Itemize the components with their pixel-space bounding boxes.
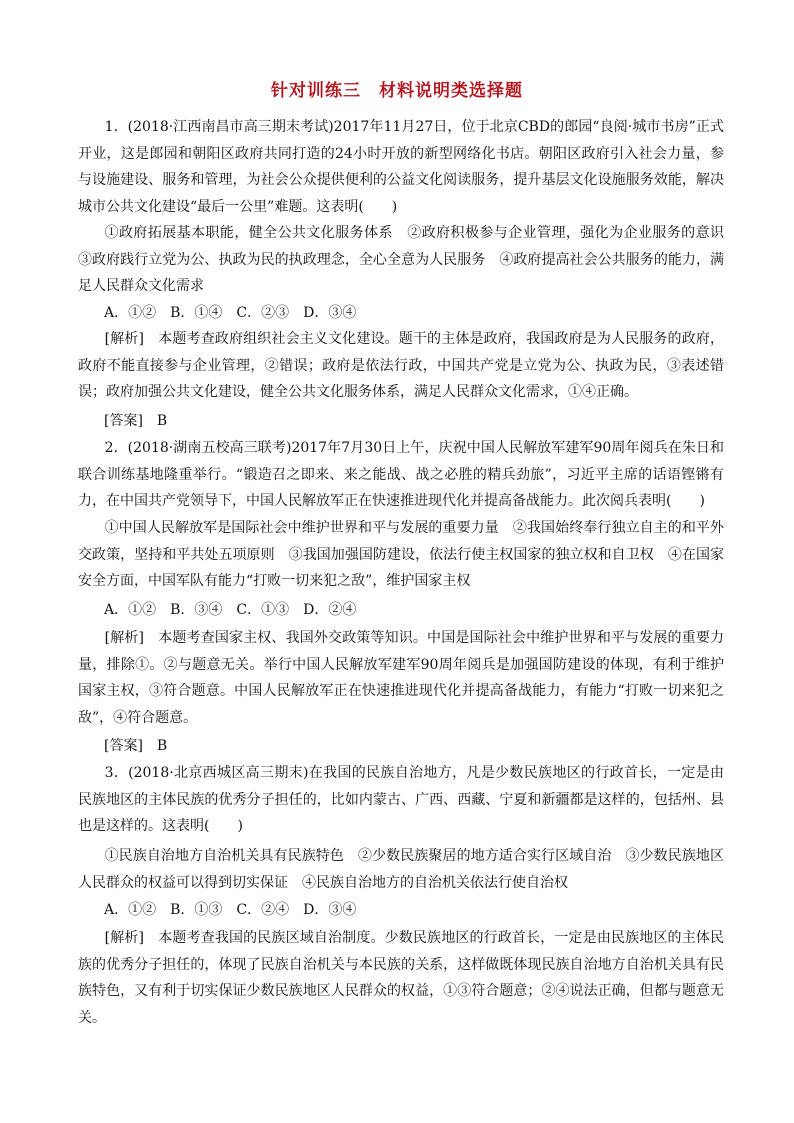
question-2-stem: 2．(2018·湖南五校高三联考)2017年7月30日上午，庆祝中国人民解放军建军90周年阅兵在朱日和联合训练基地隆重举行。“锻造召之即来、来之能战、战之必胜的精兵劲旅”，习近平主席的话语铿锵有力，在中国共产党领导下，中国人民解放军正在快速推进现代化并提高备战能力。此次阅兵表明( ) [78,440,724,510]
question-3-choices: A．①② B．①③ C．②④ D．③④ [104,902,357,918]
question-2-choices: A．①② B．③④ C．①③ D．②④ [104,602,357,618]
question-1-options: ①政府拓展基本职能，健全公共文化服务体系 ②政府积极参与企业管理，强化为企业服务的意识 ③政府践行立党为公、执政为民的执政理念，全心全意为人民服务 ④政府提高社会公共服务的能力，满足人民群众文化需求 [78,225,738,295]
question-1-answer: [答案] B [104,413,168,429]
question-2-answer: [答案] B [104,738,168,754]
question-1-analysis: [解析] 本题考查政府组织社会主义文化建设。题干的主体是政府，我国政府是为人民服务的政府，政府不能直接参与企业管理，②错误；政府是依法行政，中国共产党是立党为公、执政为民，③表述错误；政府加强公共文化建设，健全公共文化服务体系，满足人民群众文化需求，①④正确。 [78,331,724,401]
question-3-options: ①民族自治地方自治机关具有民族特色 ②少数民族聚居的地方适合实行区域自治 ③少数民族地区人民群众的权益可以得到切实保证 ④民族自治地方的自治机关依法行使自治权 [78,848,724,891]
question-1-choices: A．①② B．①④ C．②③ D．③④ [104,305,357,321]
question-2-analysis: [解析] 本题考查国家主权、我国外交政策等知识。中国是国际社会中维护世界和平与发展的重要力量，排除①。②与题意无关。举行中国人民解放军建军90周年阅兵是加强国防建设的体现，有利于维护国家主权，③符合题意。中国人民解放军正在快速推进现代化并提高备战能力，有能力“打败一切来犯之敌”，④符合题意。 [78,630,724,727]
page-title: 针对训练三 材料说明类选择题 [271,81,523,101]
question-2-options: ①中国人民解放军是国际社会中维护世界和平与发展的重要力量 ②我国始终奉行独立自主的和平外交政策，坚持和平共处五项原则 ③我国加强国防建设，依法行使主权国家的独立权和自卫权 ④在国家安全方面，中国军队有能力“打败一切来犯之敌”，维护国家主权 [78,520,724,590]
question-1-stem: 1．(2018·江西南昌市高三期末考试)2017年11月27日，位于北京CBD的郎园“良阅·城市书房”正式开业，这是郎园和朝阳区政府共同打造的24小时开放的新型网络化书店。朝阳区政府引入社会力量，参与设施建设、服务和管理，为社会公众提供便利的公益文化阅读服务，提升基层文化设施服务效能，解决城市公共文化建设“最后一公里”难题。这表明( ) [78,119,724,216]
question-3-stem: 3．(2018·北京西城区高三期末)在我国的民族自治地方，凡是少数民族地区的行政首长，一定是由民族地区的主体民族的优秀分子担任的，比如内蒙古、广西、西藏、宁夏和新疆都是这样的，包括州、县也是这样的。这表明( ) [78,765,724,835]
question-3-analysis: [解析] 本题考查我国的民族区域自治制度。少数民族地区的行政首长，一定是由民族地区的主体民族的优秀分子担任的，体现了民族自治机关与本民族的关系，这样做既体现民族自治地方自治机关具有民族特色，又有利于切实保证少数民族地区人民群众的权益，①③符合题意；②④说法正确，但都与题意无关。 [78,930,724,1027]
